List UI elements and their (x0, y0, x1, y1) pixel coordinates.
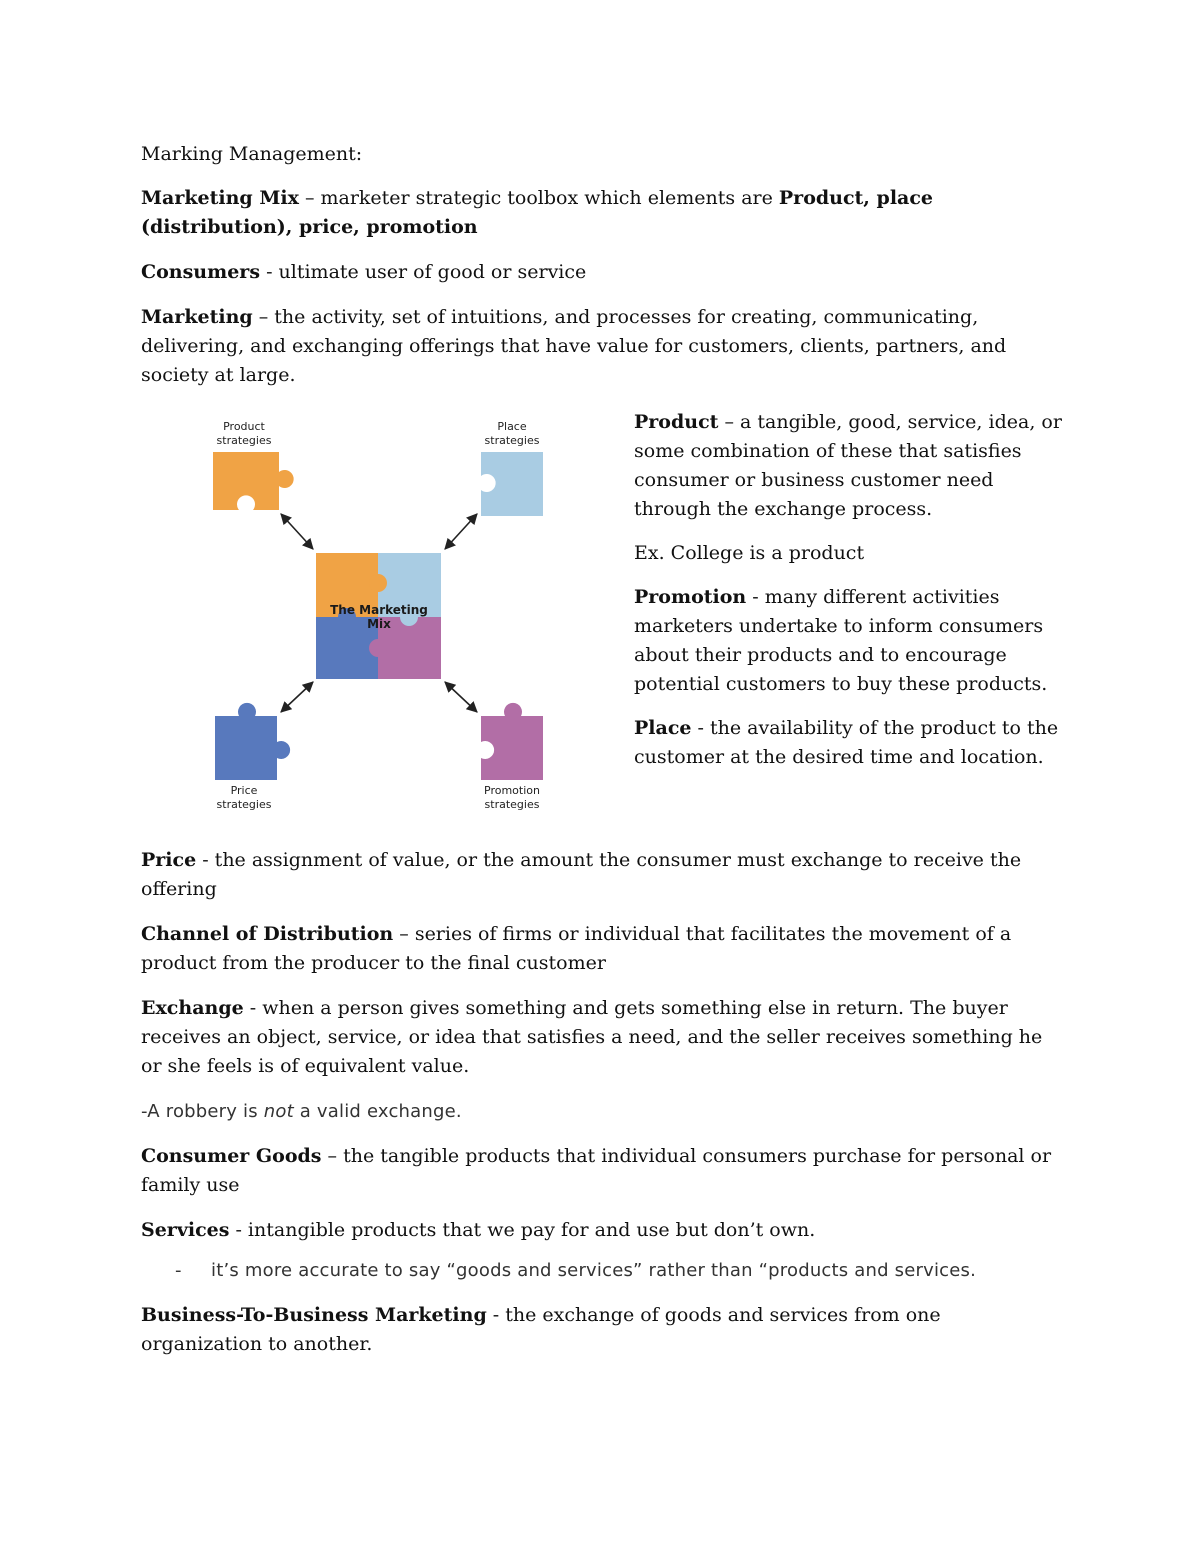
figure-row (141, 406, 1061, 836)
term-services: Services (141, 1219, 230, 1241)
robbery-note-emphasis: not (263, 1101, 294, 1122)
definition-promotion (634, 583, 1064, 699)
robbery-note-start: -A robbery is (141, 1101, 264, 1122)
marketing-mix-diagram (201, 408, 621, 828)
term-consumers: Consumers (141, 261, 261, 283)
place-label-line2: strategies (484, 434, 540, 447)
marketing-mix-elements: Product, place (distribution), price, promotion (141, 187, 934, 238)
definition-text: - intangible products that we pay for and use but don’t own. (229, 1219, 816, 1241)
bullet-dash: - (175, 1260, 182, 1281)
price-piece-shape (215, 703, 290, 780)
promotion-puzzle-piece (481, 703, 543, 780)
definition-text: – marketer strategic toolbox which elements are (298, 187, 779, 209)
term-promotion: Promotion (634, 586, 747, 608)
definition-text: – the activity, set of intuitions, and processes for creating, communicating, delivering, and exchanging offerings that have value for customers, clients, partners, and society at large. (141, 306, 1007, 386)
product-label-line1: Product (223, 420, 265, 433)
robbery-note-end: a valid exchange. (293, 1101, 462, 1122)
term-marketing: Marketing (141, 306, 253, 328)
term-channel: Channel of Distribution (141, 923, 394, 945)
place-piece-shape (481, 452, 543, 516)
definition-consumers (141, 258, 1061, 287)
definition-consumer-goods (141, 1142, 1061, 1200)
document-heading: Marking Management: (141, 143, 363, 165)
definition-channel-of-distribution (141, 920, 1061, 978)
definition-text: - the assignment of value, or the amount the consumer must exchange to receive the offering (141, 849, 1022, 900)
definition-price (141, 846, 1061, 904)
product-label-line2: strategies (216, 434, 272, 447)
term-marketing-mix: Marketing Mix (141, 187, 299, 209)
place-puzzle-piece (481, 452, 543, 516)
place-label-line1: Place (497, 420, 527, 433)
definition-text: – a tangible, good, service, idea, or some combination of these that satisfies consumer or business customer need through the exchange process. (634, 411, 1062, 520)
term-product: Product (634, 411, 719, 433)
definition-text: – series of firms or individual that facilitates the movement of a product from the producer to the final customer (141, 923, 1012, 974)
center-tab-promotion (369, 639, 387, 657)
example-line: Ex. College is a product (634, 542, 865, 564)
definition-text: - when a person gives something and gets something else in return. The buyer receives an object, service, or idea that satisfies a need, and the seller receives something he or she feels is of equivalent value. (141, 997, 1043, 1077)
arrow-promotion-mix (445, 682, 477, 712)
services-bullet (141, 1257, 1061, 1285)
price-label-line2: strategies (216, 798, 272, 811)
term-consumer-goods: Consumer Goods (141, 1145, 322, 1167)
center-title-line1: The Marketing (330, 603, 428, 617)
term-place: Place (634, 717, 692, 739)
definition-services (141, 1216, 1061, 1245)
price-puzzle-piece (215, 703, 290, 780)
arrow-product-mix (281, 514, 313, 549)
term-b2b: Business-To-Business Marketing (141, 1304, 487, 1326)
term-price: Price (141, 849, 197, 871)
document-page (141, 140, 1061, 1375)
term-exchange: Exchange (141, 997, 244, 1019)
right-column-definitions (634, 408, 1064, 787)
definition-text: - the availability of the product to the customer at the desired time and location. (634, 717, 1059, 768)
definition-marketing-mix (141, 184, 1061, 242)
definition-exchange (141, 994, 1061, 1081)
center-tab-product (369, 574, 387, 592)
definition-b2b (141, 1301, 1061, 1359)
definition-text: - ultimate user of good or service (260, 261, 587, 283)
bullet-text: it’s more accurate to say “goods and services” rather than “products and services. (211, 1260, 977, 1281)
arrow-price-mix (281, 682, 313, 712)
definition-text: – the tangible products that individual consumers purchase for personal or family use (141, 1145, 1052, 1196)
robbery-note (141, 1097, 1061, 1126)
arrow-place-mix (445, 514, 477, 549)
price-label-line1: Price (230, 784, 258, 797)
definition-text: - many different activities marketers undertake to inform consumers about their products and to encourage potential customers to buy these products. (634, 586, 1048, 695)
definition-place (634, 714, 1064, 772)
definition-text: - the exchange of goods and services from one organization to another. (141, 1304, 941, 1355)
promotion-piece-shape (481, 703, 543, 780)
promotion-label-line2: strategies (484, 798, 540, 811)
product-puzzle-piece (213, 452, 294, 510)
definition-product (634, 408, 1064, 524)
definition-marketing (141, 303, 1061, 390)
product-piece-shape (213, 452, 294, 510)
promotion-label-line1: Promotion (484, 784, 540, 797)
center-title-line2: Mix (367, 617, 391, 631)
